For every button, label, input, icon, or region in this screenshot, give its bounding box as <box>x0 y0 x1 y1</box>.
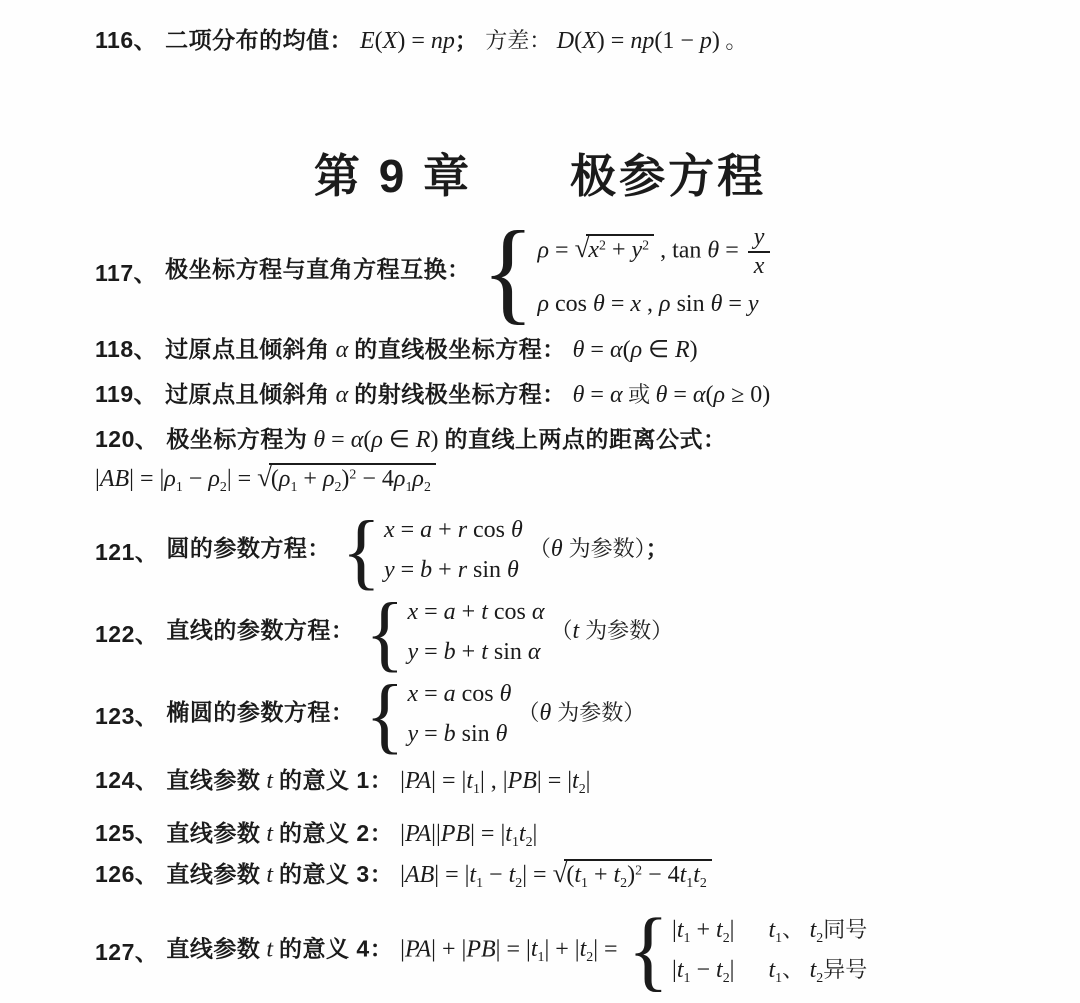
math-token: $\rho_1$ <box>278 466 298 495</box>
math-token: $\rho_2$ <box>208 466 227 495</box>
math-token: $t_2$ <box>613 862 628 891</box>
math-token: | + | <box>544 936 580 963</box>
math-token: y <box>753 223 765 250</box>
math-token: （ <box>550 618 573 644</box>
math-token: 的射线极坐标方程： <box>354 381 573 407</box>
formula-123 <box>166 667 646 762</box>
math-token: + <box>587 862 614 888</box>
math-token: = <box>418 681 444 708</box>
math-token: t <box>260 936 280 963</box>
math-token: sin <box>467 556 508 583</box>
math-token: 圆的参数方程： <box>166 535 338 562</box>
item-number: 121、 <box>95 539 159 566</box>
math-token: || <box>431 821 441 847</box>
math-token: ； <box>454 27 486 53</box>
math-token: | = | <box>129 466 165 492</box>
math-token: θ <box>539 700 558 727</box>
math-token: + <box>690 917 717 944</box>
math-token: x <box>407 681 419 708</box>
math-token: PB <box>466 936 496 963</box>
math-token: D <box>556 28 575 54</box>
math-token: | <box>400 821 405 847</box>
formula-119 <box>165 376 770 409</box>
math-token: $t_1$ <box>676 917 691 947</box>
item-number: 126、 <box>95 861 159 887</box>
math-token: 方差： <box>485 28 557 53</box>
math-token: $t_1$ <box>679 862 694 891</box>
radicand <box>586 234 654 265</box>
formula-item-125 <box>95 815 537 848</box>
math-token: α <box>350 427 364 453</box>
math-token: ∈ <box>642 337 675 363</box>
math-token: | <box>532 821 538 847</box>
math-token: ρ <box>371 427 383 453</box>
case-row <box>407 639 544 667</box>
math-token: 的意义 2： <box>279 820 401 846</box>
math-token: | <box>585 768 591 794</box>
math-token: b <box>443 720 456 747</box>
math-token: 直线参数 <box>166 767 261 793</box>
math-token: cos <box>487 599 532 626</box>
math-token: 、 <box>782 917 810 943</box>
math-token: + <box>297 466 323 492</box>
math-token: ( <box>705 382 714 408</box>
math-token: np <box>430 28 455 54</box>
math-token: 的意义 3： <box>279 861 401 887</box>
math-token: $t_1$ <box>768 917 783 947</box>
math-token: $t_2$ <box>716 917 730 947</box>
math-token: PA <box>404 936 432 963</box>
math-token: θ <box>507 556 519 583</box>
math-token: cos <box>455 681 500 708</box>
brace-icon: { <box>481 207 535 335</box>
math-token: ( <box>622 337 631 363</box>
math-token: x <box>383 517 395 544</box>
cases-rows <box>538 225 774 319</box>
math-token: α <box>531 599 545 626</box>
math-token: （ <box>517 700 540 726</box>
radical <box>257 462 436 493</box>
math-token: α <box>329 382 355 408</box>
math-token: = <box>394 517 421 544</box>
math-token: | + | <box>431 936 467 963</box>
formula-125 <box>166 815 537 848</box>
math-token: 直线参数 <box>166 820 261 846</box>
math-token: + <box>605 237 632 264</box>
case-row <box>672 957 867 985</box>
math-token: (1 − <box>654 28 700 54</box>
math-token: 极坐标方程为 <box>166 426 308 452</box>
fraction-denominator <box>754 253 765 279</box>
formula-117 <box>165 207 779 335</box>
case-row <box>538 225 774 279</box>
formula-item-126 <box>95 856 712 889</box>
math-token: a <box>443 681 456 708</box>
math-token: − <box>483 862 509 888</box>
math-token: $t_2$ <box>809 917 824 947</box>
formula-item-118 <box>95 331 698 364</box>
math-token: t <box>572 618 586 645</box>
math-token: = <box>549 237 575 264</box>
math-token: ( <box>363 427 372 453</box>
math-token: = <box>584 382 610 408</box>
math-token: （ <box>528 536 551 562</box>
case-row <box>407 721 511 749</box>
math-token: ( <box>270 466 279 492</box>
math-token: θ <box>499 681 512 708</box>
math-token: ≥ 0) <box>725 382 771 408</box>
math-token: y <box>407 720 419 747</box>
math-token: ) = <box>397 28 431 54</box>
math-token: y <box>407 638 419 665</box>
formula-item-124 <box>95 762 590 795</box>
math-token: | = | <box>470 821 506 847</box>
math-token: | = <box>593 936 624 963</box>
math-token: 直线参数 <box>166 935 261 962</box>
math-token: 或 <box>622 382 656 407</box>
math-token: | <box>672 917 677 944</box>
formula-126 <box>166 856 711 889</box>
math-token: t <box>481 599 488 626</box>
math-token: $t_2$ <box>508 862 523 891</box>
math-token: 椭圆的参数方程： <box>166 699 362 726</box>
item-number: 116、 <box>95 27 158 53</box>
math-token: $\rho_2$ <box>322 466 342 495</box>
math-token: | = <box>522 862 553 888</box>
formula-item-127 <box>95 900 873 1000</box>
math-token: + <box>432 517 458 544</box>
math-token: $t_2$ <box>518 821 533 850</box>
math-token: $t_1$ <box>530 936 545 966</box>
math-token: ( <box>374 28 383 54</box>
math-token: 的意义 4： <box>279 935 401 962</box>
math-token: = <box>604 291 631 318</box>
math-token: $t_2$ <box>716 956 730 986</box>
math-token: a <box>443 599 456 626</box>
math-token: α <box>329 337 355 363</box>
radical <box>575 233 655 265</box>
formula-127 <box>166 900 873 1000</box>
radicand <box>269 463 436 493</box>
math-token: $y^2$ <box>631 237 650 264</box>
math-token: 的直线极坐标方程： <box>354 336 573 362</box>
math-token: | = | <box>434 862 470 888</box>
math-token: θ <box>511 517 523 544</box>
math-token: a <box>420 517 433 544</box>
math-token: y <box>383 556 395 583</box>
math-token: r <box>457 517 468 544</box>
fraction <box>748 225 771 279</box>
math-token: sin <box>670 291 711 318</box>
formula-item-121 <box>95 503 670 598</box>
math-token: )$^2$ <box>627 862 643 888</box>
math-token: | = | <box>495 936 531 963</box>
math-token: t <box>481 638 488 665</box>
formula-AB <box>95 462 436 493</box>
math-token: , tan <box>654 237 708 264</box>
math-token: 过原点且倾斜角 <box>165 381 330 407</box>
item-number: 118、 <box>95 336 158 362</box>
math-token: 直线的参数方程： <box>166 617 362 644</box>
item-number: 127、 <box>95 939 159 966</box>
math-token: ) <box>689 337 698 363</box>
math-token: ) <box>430 427 445 453</box>
math-token: np <box>630 28 655 54</box>
math-token: − <box>690 956 717 983</box>
math-token: α <box>527 638 541 665</box>
radical-sign-icon: √ <box>257 462 272 492</box>
math-token: − 4 <box>642 862 680 888</box>
math-token: = <box>418 599 444 626</box>
math-token: PA <box>404 821 432 847</box>
math-token: $x^2$ <box>588 237 606 264</box>
math-token: x <box>630 291 642 318</box>
math-token: R <box>415 427 431 453</box>
math-token: sin <box>487 638 528 665</box>
math-token: $t_1$ <box>469 862 484 891</box>
math-token: + <box>432 556 458 583</box>
math-token: 为参数） <box>585 618 674 644</box>
math-token: | <box>400 862 405 888</box>
math-token: = <box>418 638 444 665</box>
math-token: ρ <box>630 337 643 363</box>
math-token: θ <box>593 291 605 318</box>
math-token: t <box>260 821 280 847</box>
fraction-numerator <box>748 225 771 253</box>
math-token: )$^2$ <box>341 466 357 492</box>
cases-group <box>481 207 774 335</box>
formula-item-123 <box>95 667 646 762</box>
math-token: 同号 <box>823 917 868 943</box>
math-token: $\rho_2$ <box>412 466 431 495</box>
item-number: 120、 <box>95 426 159 452</box>
math-token: 二项分布的均值： <box>165 27 360 53</box>
formula-124 <box>166 762 590 795</box>
cases-group <box>341 503 523 598</box>
math-token: t <box>260 768 280 794</box>
math-token: X <box>382 28 398 54</box>
math-token: α <box>692 382 706 408</box>
math-token: t <box>260 862 280 888</box>
case-row <box>407 681 511 709</box>
case-row <box>384 557 523 585</box>
math-token: $t_1$ <box>466 768 480 797</box>
case-row <box>672 917 867 945</box>
math-token: θ <box>572 382 585 408</box>
math-token: 的意义 1： <box>279 767 401 793</box>
math-token: 极坐标方程与直角方程互换： <box>165 256 478 283</box>
formula-116 <box>165 22 747 55</box>
math-token: | <box>400 936 405 963</box>
item-number: 124、 <box>95 767 159 793</box>
math-token: y <box>747 291 759 318</box>
math-token: $\rho_1$ <box>164 466 183 495</box>
math-token: + <box>455 638 482 665</box>
math-token: x <box>407 599 419 626</box>
math-token: E <box>360 28 375 54</box>
math-token: − 4 <box>356 466 394 492</box>
math-token: ∈ <box>382 427 416 453</box>
case-row <box>384 517 523 545</box>
math-token: $t_1$ <box>505 821 519 850</box>
math-token: b <box>443 638 456 665</box>
math-token: | <box>729 917 735 944</box>
math-token: θ <box>307 427 326 453</box>
math-token: $t_1$ <box>574 862 588 891</box>
math-token: θ <box>655 382 668 408</box>
math-token: R <box>675 337 690 363</box>
case-row <box>538 291 774 319</box>
item-number: 117、 <box>95 260 158 287</box>
math-token: cos <box>549 291 594 318</box>
brace-icon: { <box>365 585 405 680</box>
math-token: θ <box>707 237 720 264</box>
math-token: | = | <box>431 768 467 794</box>
math-token: θ <box>710 291 723 318</box>
math-token: = <box>722 291 748 318</box>
formula-121 <box>166 503 670 598</box>
math-token: | <box>400 768 405 794</box>
math-token: 为参数） <box>557 700 646 726</box>
math-token: $t_2$ <box>579 936 594 966</box>
math-token: $t_1$ <box>676 956 691 986</box>
radical-sign-icon: √ <box>574 233 590 264</box>
math-token: r <box>457 556 468 583</box>
item-number: 119、 <box>95 381 158 407</box>
math-token: PB <box>440 821 471 847</box>
math-token: $t_1$ <box>768 956 783 986</box>
math-token: ) = <box>596 28 631 54</box>
math-token: ( <box>566 862 575 888</box>
item-number: 123、 <box>95 703 159 730</box>
math-token: + <box>455 599 482 626</box>
math-token: X <box>582 28 597 54</box>
math-token: θ <box>550 536 569 563</box>
math-token: , <box>641 291 660 318</box>
math-token: = <box>325 427 351 453</box>
formula-120 <box>166 421 726 454</box>
math-token: | = | <box>536 768 573 794</box>
brace-icon: { <box>341 503 381 598</box>
math-token: cos <box>467 517 512 544</box>
cases-group <box>365 585 545 680</box>
math-token: 异号 <box>823 956 868 982</box>
math-token: $t_2$ <box>809 956 824 986</box>
math-token: 、 <box>782 956 810 982</box>
formula-118 <box>165 331 698 364</box>
math-token: α <box>609 337 623 363</box>
math-token: 为参数） <box>568 536 646 562</box>
math-token: ρ <box>659 291 671 318</box>
chapter-title <box>0 140 1080 206</box>
cases-rows <box>672 917 867 984</box>
math-token: ρ <box>537 237 550 264</box>
cases-rows <box>384 517 523 584</box>
math-token: $\rho_1$ <box>393 466 413 495</box>
math-token: 的直线上两点的距离公式： <box>444 426 727 452</box>
math-token: AB <box>99 466 130 492</box>
radical <box>553 858 712 889</box>
formula-122 <box>166 585 674 680</box>
math-token: | <box>95 466 100 492</box>
cases-rows <box>407 681 511 748</box>
cases-group <box>627 900 868 1000</box>
math-token: | <box>672 956 677 983</box>
math-token: PA <box>404 768 432 794</box>
math-token: = <box>394 556 421 583</box>
radicand <box>564 859 712 889</box>
cases-group <box>365 667 512 762</box>
math-token: ( <box>574 28 583 54</box>
math-token: 过原点且倾斜角 <box>165 336 330 362</box>
math-token: 直线参数 <box>166 861 261 887</box>
formula-distance-AB <box>95 462 436 493</box>
math-token: − <box>182 466 209 492</box>
math-token: θ <box>495 720 508 747</box>
math-token: = <box>719 237 745 264</box>
math-token: = <box>667 382 693 408</box>
math-token: = <box>418 720 444 747</box>
item-number: 125、 <box>95 820 159 846</box>
formula-item-120 <box>95 421 726 454</box>
radical-sign-icon: √ <box>552 858 568 888</box>
math-token: b <box>420 556 433 583</box>
math-token: ρ <box>537 291 550 318</box>
math-token: AB <box>404 862 435 888</box>
formula-item-116 <box>95 22 747 55</box>
item-number: 122、 <box>95 621 159 648</box>
chapter-title-text: 第 9 章 极参方程 <box>313 150 767 202</box>
math-token: = <box>584 337 610 363</box>
math-token: θ <box>572 337 585 363</box>
brace-icon: { <box>627 900 670 1000</box>
math-token: 。 <box>719 28 748 53</box>
formula-item-122 <box>95 585 674 680</box>
math-token: | = <box>226 466 258 492</box>
math-token: ρ <box>713 382 726 408</box>
math-token: $t_2$ <box>572 768 586 797</box>
math-token: PB <box>507 768 537 794</box>
math-token: α <box>609 382 623 408</box>
cases-rows <box>407 599 544 666</box>
math-token: $t_2$ <box>693 862 707 891</box>
math-token: x <box>753 252 765 279</box>
math-token: sin <box>455 720 496 747</box>
case-row <box>407 599 544 627</box>
math-token: | <box>729 956 735 983</box>
math-token: ) <box>711 28 720 54</box>
formula-item-119 <box>95 376 770 409</box>
math-token: | , | <box>479 768 508 794</box>
math-token: ； <box>645 535 670 562</box>
formula-item-117 <box>95 207 779 335</box>
brace-icon: { <box>365 667 405 762</box>
math-token: p <box>699 28 712 54</box>
